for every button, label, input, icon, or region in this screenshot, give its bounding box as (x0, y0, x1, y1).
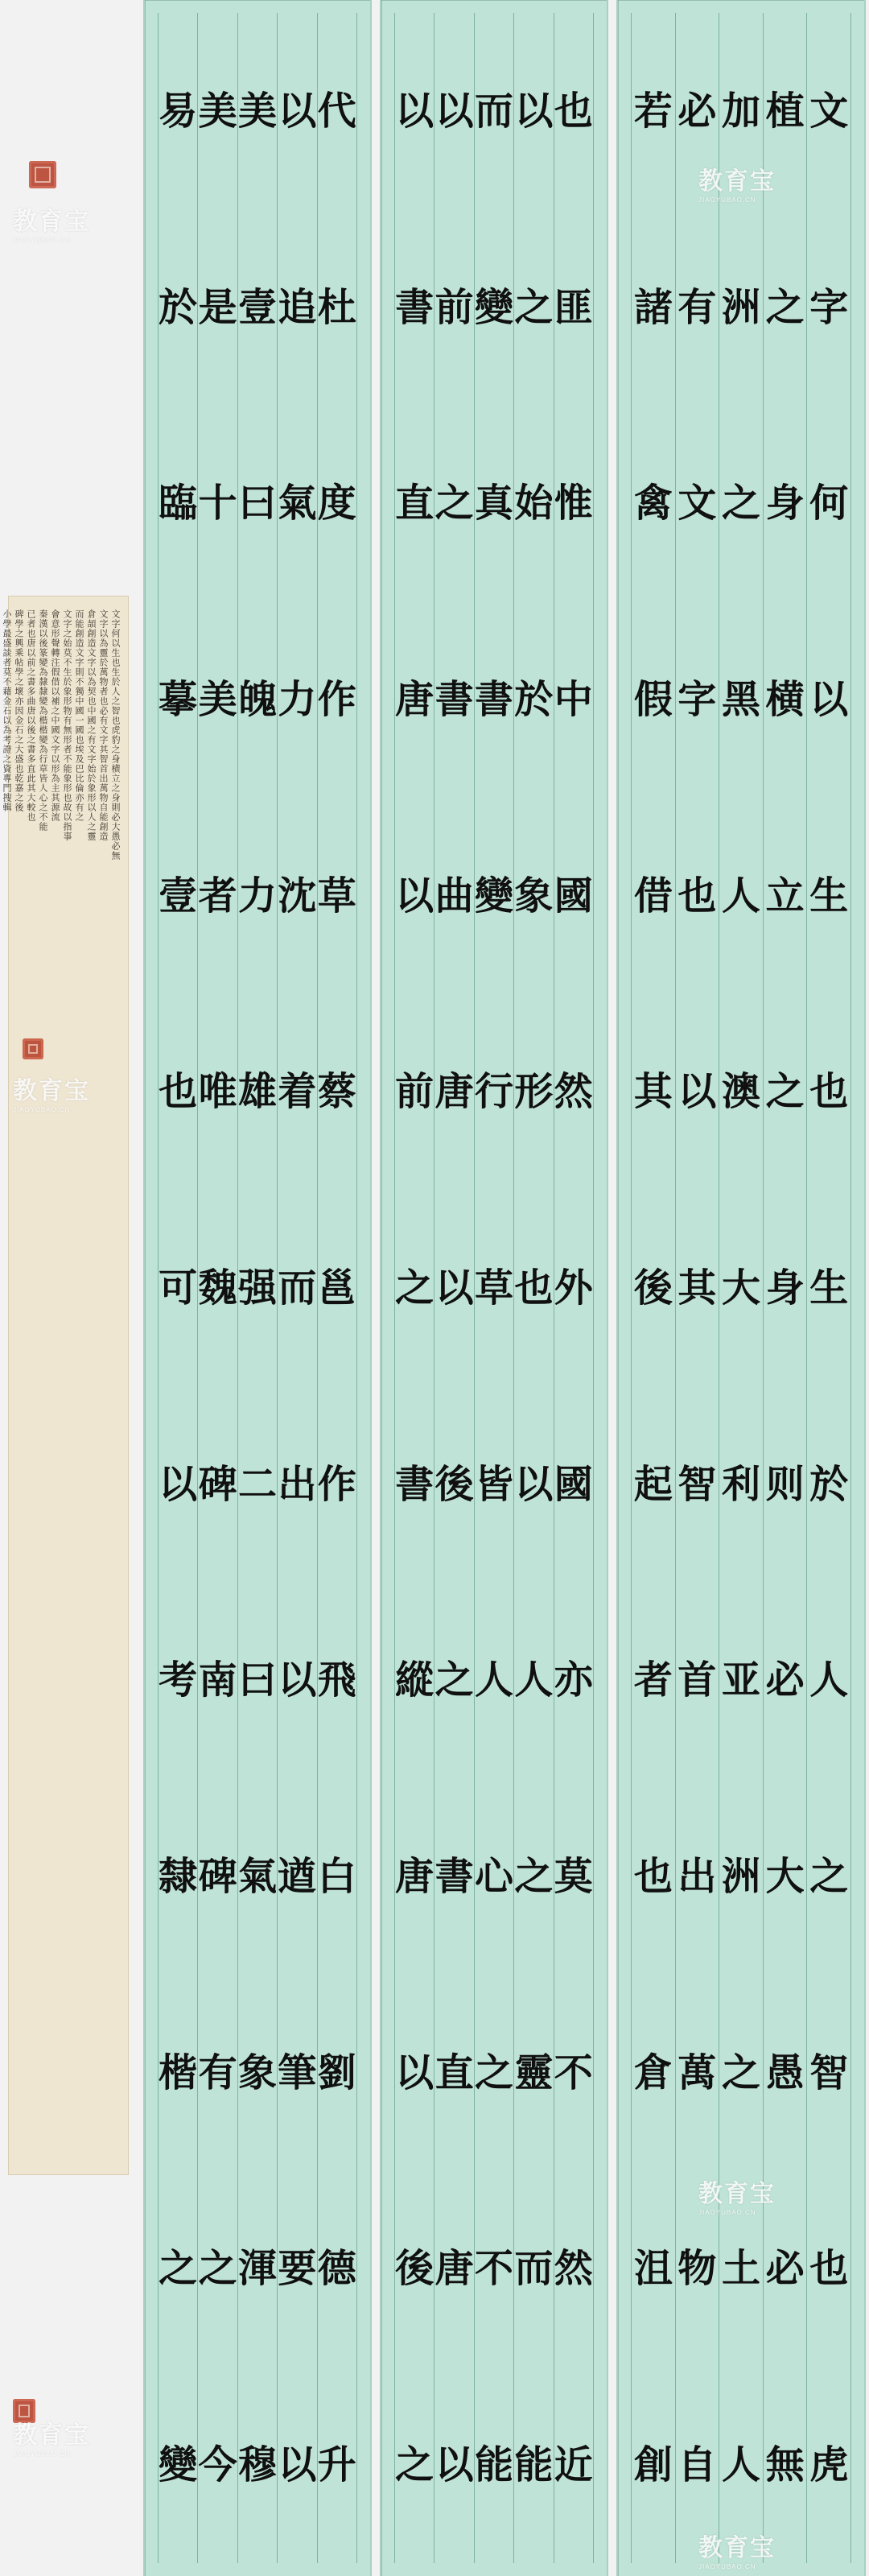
preface-panel (2, 596, 129, 2175)
calligraphy-character: 考 (159, 1657, 198, 1703)
calligraphy-character: 以 (278, 2442, 317, 2488)
calligraphy-character: 之 (514, 1854, 554, 1900)
calligraphy-character: 之 (474, 2050, 513, 2095)
calligraphy-character: 生 (809, 873, 849, 919)
calligraphy-character: 楷 (159, 2050, 198, 2095)
calligraphy-character: 以 (278, 88, 317, 134)
calligraphy-character: 直 (395, 481, 434, 526)
watermark: 教育宝 JIAOYUBAO.CN (698, 2181, 776, 2216)
calligraphy-character: 若 (633, 88, 673, 134)
calligraphy-character: 隸 (159, 1854, 198, 1900)
calligraphy-character: 之 (722, 2050, 761, 2095)
calligraphy-character: 曲 (434, 873, 474, 919)
calligraphy-character: 假 (633, 676, 673, 722)
scroll-middle (381, 0, 607, 2576)
calligraphy-character: 以 (809, 676, 849, 722)
calligraphy-character: 然 (554, 2246, 593, 2292)
preface-column: 已者也唐以前之書多曲唐以後之書多直此其大較也 (26, 609, 36, 822)
calligraphy-character: 書 (434, 1854, 474, 1900)
calligraphy-character: 碑 (198, 1854, 237, 1900)
calligraphy-character: 生 (809, 1265, 849, 1311)
calligraphy-character: 追 (278, 284, 317, 330)
watermark: 教育宝 JIAOYUBAO.CN (13, 1078, 90, 1113)
calligraphy-character: 愚 (765, 2050, 805, 2095)
calligraphy-character: 心 (474, 1854, 513, 1900)
calligraphy-character: 人 (722, 873, 761, 919)
calligraphy-character: 利 (722, 1461, 761, 1507)
calligraphy-character: 亦 (554, 1657, 593, 1703)
calligraphy-character: 以 (278, 1657, 317, 1703)
calligraphy-character: 美 (237, 88, 277, 134)
calligraphy-character: 唯 (198, 1069, 237, 1115)
calligraphy-character: 也 (633, 1854, 673, 1900)
calligraphy-character: 以 (434, 2442, 474, 2488)
calligraphy-character: 必 (765, 2246, 805, 2292)
calligraphy-character: 起 (633, 1461, 673, 1507)
calligraphy-character: 曰 (237, 1657, 277, 1703)
calligraphy-character: 作 (317, 676, 356, 722)
calligraphy-character: 筆 (278, 2050, 317, 2095)
calligraphy-character: 字 (809, 284, 849, 330)
calligraphy-character: 也 (554, 88, 593, 134)
calligraphy-character: 中 (554, 676, 593, 722)
calligraphy-character: 蔡 (317, 1069, 356, 1115)
calligraphy-character: 唐 (395, 676, 434, 722)
calligraphy-character: 魄 (237, 676, 277, 722)
calligraphy-column (513, 13, 553, 2563)
calligraphy-character: 今 (198, 2442, 237, 2488)
calligraphy-character: 横 (765, 676, 805, 722)
calligraphy-character: 形 (514, 1069, 554, 1115)
calligraphy-character: 也 (159, 1069, 198, 1115)
calligraphy-character: 變 (159, 2442, 198, 2488)
calligraphy-character: 遒 (278, 1854, 317, 1900)
calligraphy-character: 着 (278, 1069, 317, 1115)
preface-column: 秦漢以後篆變為隸隸變為楷楷變為行草皆人心之不能 (38, 609, 48, 832)
calligraphy-character: 直 (434, 2050, 474, 2095)
calligraphy-character: 國 (554, 873, 593, 919)
calligraphy-character: 變 (474, 284, 513, 330)
calligraphy-character: 植 (765, 88, 805, 134)
calligraphy-character: 而 (278, 1265, 317, 1311)
calligraphy-character: 有 (677, 284, 717, 330)
calligraphy-character: 匪 (554, 284, 593, 330)
scroll-left-grid (158, 13, 357, 2563)
calligraphy-character: 沮 (633, 2246, 673, 2292)
calligraphy-character: 智 (809, 2050, 849, 2095)
calligraphy-character: 升 (317, 2442, 356, 2488)
calligraphy-character: 草 (317, 873, 356, 919)
calligraphy-character: 真 (474, 481, 513, 526)
calligraphy-character: 澳 (722, 1069, 761, 1115)
calligraphy-character: 自 (677, 2442, 717, 2488)
calligraphy-character: 可 (159, 1265, 198, 1311)
calligraphy-character: 加 (722, 88, 761, 134)
preface-text (2, 609, 121, 2161)
calligraphy-character: 能 (474, 2442, 513, 2488)
calligraphy-column (394, 13, 434, 2563)
seal-stamp (29, 161, 56, 188)
calligraphy-character: 象 (514, 873, 554, 919)
calligraphy-character: 之 (722, 481, 761, 526)
calligraphy-character: 後 (434, 1461, 474, 1507)
calligraphy-character: 碑 (198, 1461, 237, 1507)
calligraphy-column (631, 13, 675, 2563)
calligraphy-character: 洲 (722, 284, 761, 330)
calligraphy-character: 壹 (237, 284, 277, 330)
calligraphy-character: 倉 (633, 2050, 673, 2095)
calligraphy-character: 皆 (474, 1461, 513, 1507)
calligraphy-character: 身 (765, 1265, 805, 1311)
calligraphy-character: 人 (474, 1657, 513, 1703)
calligraphy-character: 創 (633, 2442, 673, 2488)
preface-column: 文字何以生也生於人之智也虎豹之身横立之身則必大愚必無 (110, 609, 121, 861)
calligraphy-character: 杜 (317, 284, 356, 330)
calligraphy-character: 不 (474, 2246, 513, 2292)
calligraphy-character: 之 (395, 1265, 434, 1311)
calligraphy-character: 無 (765, 2442, 805, 2488)
calligraphy-character: 之 (198, 2246, 237, 2292)
calligraphy-character: 者 (198, 873, 237, 919)
calligraphy-character: 始 (514, 481, 554, 526)
watermark: 教育宝 JIAOYUBAO.CN (13, 2422, 90, 2458)
calligraphy-character: 然 (554, 1069, 593, 1115)
calligraphy-character: 以 (159, 1461, 198, 1507)
calligraphy-character: 人 (809, 1657, 849, 1703)
calligraphy-character: 强 (237, 1265, 277, 1311)
calligraphy-character: 美 (198, 88, 237, 134)
calligraphy-character: 力 (278, 676, 317, 722)
calligraphy-column (237, 13, 277, 2563)
calligraphy-character: 以 (395, 873, 434, 919)
scroll-middle-grid (394, 13, 594, 2563)
calligraphy-character: 白 (317, 1854, 356, 1900)
calligraphy-character: 以 (514, 1461, 554, 1507)
calligraphy-character: 以 (434, 88, 474, 134)
calligraphy-character: 二 (237, 1461, 277, 1507)
calligraphy-character: 人 (722, 2442, 761, 2488)
calligraphy-character: 者 (633, 1657, 673, 1703)
calligraphy-character: 氣 (237, 1854, 277, 1900)
calligraphy-character: 首 (677, 1657, 717, 1703)
calligraphy-character: 而 (514, 2246, 554, 2292)
calligraphy-character: 縱 (395, 1657, 434, 1703)
calligraphy-character: 以 (395, 2050, 434, 2095)
calligraphy-character: 文 (677, 481, 717, 526)
calligraphy-character: 土 (722, 2246, 761, 2292)
calligraphy-character: 立 (765, 873, 805, 919)
calligraphy-character: 禽 (633, 481, 673, 526)
calligraphy-column (806, 13, 851, 2563)
calligraphy-character: 壹 (159, 873, 198, 919)
calligraphy-character: 雄 (237, 1069, 277, 1115)
calligraphy-character: 之 (514, 284, 554, 330)
calligraphy-character: 大 (722, 1265, 761, 1311)
calligraphy-character: 出 (278, 1461, 317, 1507)
calligraphy-column (277, 13, 316, 2563)
calligraphy-character: 文 (809, 88, 849, 134)
calligraphy-character: 於 (514, 676, 554, 722)
calligraphy-character: 沈 (278, 873, 317, 919)
calligraphy-column (197, 13, 237, 2563)
calligraphy-character: 也 (809, 1069, 849, 1115)
calligraphy-character: 草 (474, 1265, 513, 1311)
calligraphy-character: 易 (159, 88, 198, 134)
calligraphy-character: 黑 (722, 676, 761, 722)
calligraphy-character: 德 (317, 2246, 356, 2292)
preface-column: 會意形聲轉注假借以補之中國文字以形為主其源流 (50, 609, 60, 822)
calligraphy-character: 於 (809, 1461, 849, 1507)
seal-stamp-small (23, 1038, 43, 1059)
calligraphy-character: 唐 (434, 1069, 474, 1115)
calligraphy-character: 前 (434, 284, 474, 330)
calligraphy-character: 其 (633, 1069, 673, 1115)
calligraphy-character: 摹 (159, 676, 198, 722)
calligraphy-character: 唐 (395, 1854, 434, 1900)
calligraphy-character: 之 (159, 2246, 198, 2292)
preface-column: 文字之始莫不生於象形物有無形者不能象形也故以指事 (62, 609, 72, 841)
calligraphy-character: 大 (765, 1854, 805, 1900)
calligraphy-character: 其 (677, 1265, 717, 1311)
calligraphy-character: 後 (395, 2246, 434, 2292)
calligraphy-character: 象 (237, 2050, 277, 2095)
calligraphy-character: 美 (198, 676, 237, 722)
calligraphy-column (158, 13, 197, 2563)
calligraphy-character: 魏 (198, 1265, 237, 1311)
calligraphy-character: 氣 (278, 481, 317, 526)
calligraphy-character: 渾 (237, 2246, 277, 2292)
calligraphy-column (317, 13, 357, 2563)
calligraphy-character: 近 (554, 2442, 593, 2488)
calligraphy-character: 之 (765, 1069, 805, 1115)
calligraphy-character: 以 (677, 1069, 717, 1115)
calligraphy-character: 臨 (159, 481, 198, 526)
calligraphy-character: 曰 (237, 481, 277, 526)
preface-column: 碑學之興乘帖學之壞亦因金石之大盛也乾嘉之後 (14, 609, 24, 812)
watermark: 教育宝 JIAOYUBAO.CN (698, 2535, 776, 2570)
calligraphy-character: 南 (198, 1657, 237, 1703)
calligraphy-character: 後 (633, 1265, 673, 1311)
calligraphy-character: 之 (395, 2442, 434, 2488)
calligraphy-column (474, 13, 513, 2563)
calligraphy-character: 力 (237, 873, 277, 919)
calligraphy-character: 能 (514, 2442, 554, 2488)
calligraphy-character: 度 (317, 481, 356, 526)
calligraphy-character: 也 (809, 2246, 849, 2292)
calligraphy-character: 字 (677, 676, 717, 722)
calligraphy-character: 書 (395, 1461, 434, 1507)
preface-column: 倉頡創造文字以為契也中國之有文字始於象形以人之靈 (86, 609, 97, 841)
calligraphy-character: 穆 (237, 2442, 277, 2488)
calligraphy-character: 之 (434, 481, 474, 526)
calligraphy-character: 之 (765, 284, 805, 330)
calligraphy-character: 洲 (722, 1854, 761, 1900)
calligraphy-character: 则 (765, 1461, 805, 1507)
watermark: 教育宝 JIAOYUBAO.CN (698, 168, 776, 204)
calligraphy-column (434, 13, 473, 2563)
calligraphy-character: 外 (554, 1265, 593, 1311)
calligraphy-character: 虎 (809, 2442, 849, 2488)
calligraphy-character: 唐 (434, 2246, 474, 2292)
calligraphy-character: 人 (514, 1657, 554, 1703)
calligraphy-character: 劉 (317, 2050, 356, 2095)
calligraphy-character: 有 (198, 2050, 237, 2095)
calligraphy-character: 諸 (633, 284, 673, 330)
calligraphy-character: 靈 (514, 2050, 554, 2095)
preface-column: 而能創造文字則不獨中國一國也埃及巴比倫亦有之 (74, 609, 84, 822)
calligraphy-character: 而 (474, 88, 513, 134)
calligraphy-character: 出 (677, 1854, 717, 1900)
calligraphy-character: 於 (159, 284, 198, 330)
calligraphy-character: 何 (809, 481, 849, 526)
calligraphy-character: 之 (809, 1854, 849, 1900)
preface-column: 小學最盛談者莫不藉金石以為考證之資專門搜輯 (2, 609, 12, 812)
calligraphy-character: 十 (198, 481, 237, 526)
calligraphy-character: 以 (434, 1265, 474, 1311)
calligraphy-character: 借 (633, 873, 673, 919)
calligraphy-character: 不 (554, 2050, 593, 2095)
calligraphy-character: 必 (677, 88, 717, 134)
preface-column: 文字以為靈於萬物者也必有文字其智首出萬物自能創造 (98, 609, 109, 841)
calligraphy-character: 代 (317, 88, 356, 134)
calligraphy-character: 邕 (317, 1265, 356, 1311)
calligraphy-character: 身 (765, 481, 805, 526)
calligraphy-character: 物 (677, 2246, 717, 2292)
calligraphy-column (554, 13, 594, 2563)
calligraphy-character: 萬 (677, 2050, 717, 2095)
calligraphy-character: 變 (474, 873, 513, 919)
calligraphy-character: 要 (278, 2246, 317, 2292)
calligraphy-character: 惟 (554, 481, 593, 526)
calligraphy-character: 書 (474, 676, 513, 722)
calligraphy-character: 作 (317, 1461, 356, 1507)
calligraphy-character: 以 (514, 88, 554, 134)
calligraphy-character: 國 (554, 1461, 593, 1507)
calligraphy-character: 書 (434, 676, 474, 722)
calligraphy-character: 飛 (317, 1657, 356, 1703)
calligraphy-character: 書 (395, 284, 434, 330)
calligraphy-character: 以 (395, 88, 434, 134)
calligraphy-character: 之 (434, 1657, 474, 1703)
calligraphy-character: 莫 (554, 1854, 593, 1900)
watermark: 教育宝 JIAOYUBAO.CN (13, 208, 90, 244)
calligraphy-character: 智 (677, 1461, 717, 1507)
calligraphy-character: 也 (514, 1265, 554, 1311)
calligraphy-character: 亚 (722, 1657, 761, 1703)
calligraphy-character: 前 (395, 1069, 434, 1115)
calligraphy-character: 是 (198, 284, 237, 330)
calligraphy-character: 也 (677, 873, 717, 919)
calligraphy-character: 必 (765, 1657, 805, 1703)
scroll-left (145, 0, 370, 2576)
calligraphy-character: 行 (474, 1069, 513, 1115)
